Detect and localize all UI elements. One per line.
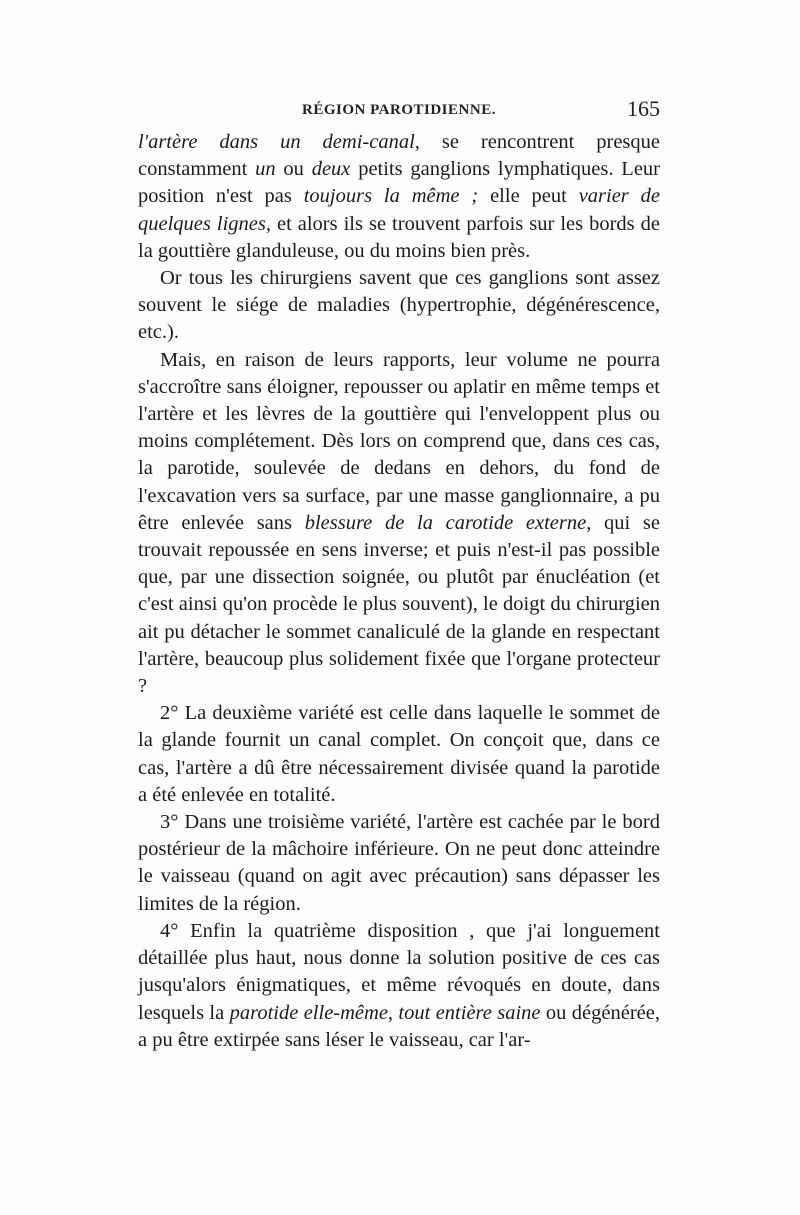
paragraph-1 xyxy=(138,129,660,265)
text-run: qui se trouvait repoussée en sens inverse; et puis n'est-il pas possible que, par une dissection soignée, ou plutôt par énucléation (et c'est ainsi qu'on procède le plus souvent), le doigt du chirurgien ait pu détacher le sommet canaliculé de la glande en respectant l'artère, beaucoup plus solidement fixée que l'organe protecteur ? xyxy=(138,511,660,698)
italic-text: toujours la même ; xyxy=(303,185,479,208)
italic-text: varier de quelques lignes, xyxy=(138,185,660,235)
text-run: ou xyxy=(275,158,312,181)
text-run: 2° La deuxième variété est celle dans laquelle le sommet de la glande fournit un canal complet. On conçoit que, dans ce cas, l'artère a dû être nécessairement divisée quand la parotide a été enlevée en totalité. xyxy=(138,702,660,806)
text-run: 3° Dans une troisième variété, l'artère est cachée par le bord postérieur de la mâchoire inférieure. On ne peut donc atteindre le vaisseau (quand on agit avec précaution) sans dépasser les limites de la région. xyxy=(138,811,660,915)
text-run: 4° Enfin la quatrième disposition , que j'ai longuement détaillée plus haut, nous donne la solution positive de ces cas jusqu'alors énigmatiques, et même révoqués en doute, dans lesquels la xyxy=(138,919,660,1024)
body-text xyxy=(138,129,660,1054)
text-run: et alors ils se trouvent parfois sur les bords de la gouttière glanduleuse, ou du moins bien près. xyxy=(138,212,661,262)
text-run: petits ganglions lymphatiques. Leur position n'est pas xyxy=(138,158,660,208)
paragraph-6 xyxy=(138,918,660,1054)
running-head: RÉGION PAROTIDIENNE. xyxy=(302,102,496,118)
page-number: 165 xyxy=(627,96,660,121)
text-run: Mais, en raison de leurs rapports, leur volume ne pourra s'accroître sans éloigner, repousser ou aplatir en même temps et l'artère et les lèvres de la gouttière qui l'enveloppent plus ou moins complétement. Dès lors on comprend que, dans ces cas, la parotide, soulevée de dedans en dehors, du fond de l'excavation vers sa surface, par une masse ganglionnaire, a pu être enlevée sans xyxy=(138,348,660,534)
italic-text: un xyxy=(255,158,276,181)
italic-text: l'artère dans un demi-canal, xyxy=(138,131,420,153)
italic-text: blessure de la carotide externe, xyxy=(304,511,592,534)
text-run: Or tous les chirurgiens savent que ces ganglions sont assez souvent le siége de maladies (hypertrophie, dégénérescence, etc.). xyxy=(138,267,660,344)
page-header xyxy=(138,96,660,120)
text-run: se rencontrent presque constamment xyxy=(138,131,660,181)
text-run: ou dégénérée, a pu être extirpée sans léser le vaisseau, car l'ar- xyxy=(138,1001,660,1051)
paragraph-3 xyxy=(138,347,660,701)
italic-text: parotide elle-même, tout entière saine xyxy=(229,1001,541,1024)
paragraph-2 xyxy=(138,265,660,347)
paragraph-5 xyxy=(138,809,660,918)
paragraph-4 xyxy=(138,700,660,809)
italic-text: deux xyxy=(311,158,351,181)
text-run: elle peut xyxy=(478,185,579,208)
